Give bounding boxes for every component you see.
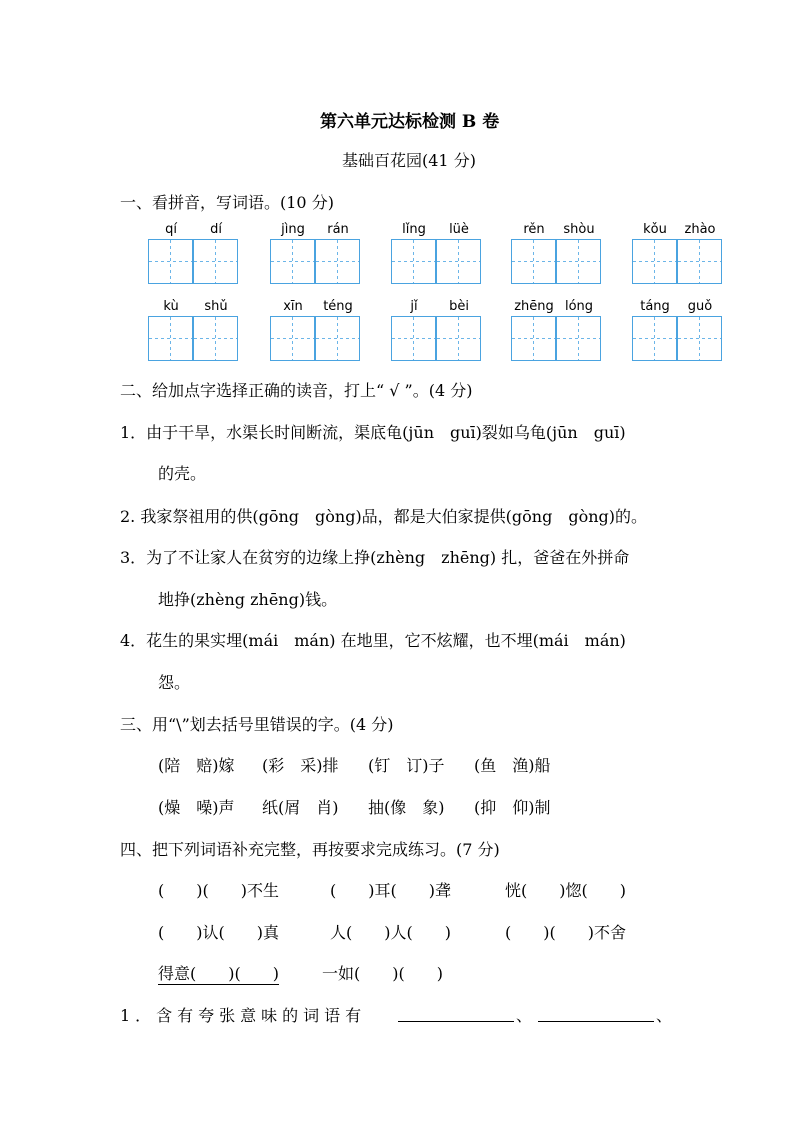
pinyin-label: shòu bbox=[563, 222, 595, 237]
pinyin-label: rán bbox=[327, 222, 349, 237]
pinyin-word-box bbox=[391, 299, 483, 363]
writing-cell[interactable] bbox=[148, 239, 193, 284]
writing-cell[interactable] bbox=[391, 316, 436, 361]
question-4-1-label: 1．含有夸张意味的词语有 bbox=[120, 1006, 367, 1025]
pinyin-word-box bbox=[148, 299, 240, 363]
idiom-text: ) bbox=[272, 964, 279, 983]
page-title: 第六单元达标检测 B 卷 bbox=[320, 112, 500, 132]
idiom-blank: 恍( )惚( ) bbox=[505, 881, 626, 900]
question-2-3-cont: 地挣(zhèng zhēng)钱。 bbox=[158, 590, 338, 609]
writing-cell[interactable] bbox=[556, 239, 601, 284]
pinyin-label: qí bbox=[165, 222, 177, 237]
idiom-blank: 人( )人( ) bbox=[330, 923, 451, 942]
pinyin-label: lǐng bbox=[402, 222, 426, 237]
pinyin-label: dí bbox=[210, 222, 222, 237]
pinyin-label: xīn bbox=[283, 299, 303, 314]
writing-cell[interactable] bbox=[556, 316, 601, 361]
idiom-text: )( bbox=[228, 964, 241, 983]
section2-heading: 二、给加点字选择正确的读音，打上“ √ ”。(4 分) bbox=[120, 381, 473, 400]
question-2-3: 3．为了不让家人在贫穷的边缘上挣(zhèng zhēng) 扎，爸爸在外拼命 bbox=[120, 548, 630, 567]
pinyin-word-box bbox=[270, 299, 362, 363]
writing-cell[interactable] bbox=[632, 316, 677, 361]
section-subtitle: 基础百花园(41 分) bbox=[342, 151, 476, 170]
writing-cell[interactable] bbox=[193, 316, 238, 361]
section3-item: (陪 赔)嫁 bbox=[158, 756, 235, 775]
pinyin-label: zhēng bbox=[514, 299, 554, 314]
section4-heading: 四、把下列词语补充完整，再按要求完成练习。(7 分) bbox=[120, 840, 500, 859]
writing-cell[interactable] bbox=[632, 239, 677, 284]
section1-heading: 一、看拼音，写词语。(10 分) bbox=[120, 193, 334, 212]
answer-blank[interactable] bbox=[398, 1021, 514, 1022]
pinyin-word-box bbox=[632, 299, 724, 363]
question-2-1-cont: 的壳。 bbox=[158, 464, 207, 483]
separator: 、 bbox=[656, 1006, 673, 1025]
idiom-text: 得意( bbox=[158, 964, 197, 983]
writing-cell[interactable] bbox=[436, 239, 481, 284]
writing-cell[interactable] bbox=[315, 239, 360, 284]
idiom-blank: 一如( )( ) bbox=[322, 964, 443, 983]
separator: 、 bbox=[516, 1006, 533, 1025]
idiom-blank-underlined bbox=[158, 961, 279, 985]
section3-item: (钉 订)子 bbox=[368, 756, 445, 775]
writing-cell[interactable] bbox=[677, 316, 722, 361]
pinyin-label: shǔ bbox=[204, 299, 228, 314]
pinyin-label: kǒu bbox=[643, 222, 667, 237]
pinyin-word-box bbox=[632, 222, 724, 286]
question-4-1 bbox=[120, 1003, 366, 1026]
answer-blank[interactable] bbox=[538, 1021, 654, 1022]
pinyin-label: guǒ bbox=[687, 299, 713, 314]
pinyin-label: lüè bbox=[449, 222, 469, 237]
section3-item: (燥 噪)声 bbox=[158, 798, 235, 817]
section3-item: (抑 仰)制 bbox=[474, 798, 551, 817]
pinyin-label: lóng bbox=[564, 299, 594, 314]
pinyin-label: kù bbox=[163, 299, 179, 314]
pinyin-word-box bbox=[148, 222, 240, 286]
writing-cell[interactable] bbox=[193, 239, 238, 284]
pinyin-word-box bbox=[270, 222, 362, 286]
writing-cell[interactable] bbox=[677, 239, 722, 284]
idiom-blank: ( )耳( )聋 bbox=[330, 881, 451, 900]
pinyin-label: táng bbox=[640, 299, 670, 314]
writing-cell[interactable] bbox=[315, 316, 360, 361]
question-2-4: 4．花生的果实埋(mái mán) 在地里，它不炫耀，也不埋(mái mán) bbox=[120, 631, 626, 650]
writing-cell[interactable] bbox=[511, 316, 556, 361]
section3-item: 纸(屑 肖) bbox=[262, 798, 339, 817]
section3-item: (鱼 渔)船 bbox=[474, 756, 551, 775]
pinyin-word-box bbox=[391, 222, 483, 286]
pinyin-word-box bbox=[511, 222, 603, 286]
section3-item: 抽(像 象) bbox=[368, 798, 445, 817]
pinyin-label: zhào bbox=[684, 222, 716, 237]
pinyin-label: jǐ bbox=[410, 299, 418, 314]
pinyin-word-box bbox=[511, 299, 603, 363]
section3-item: (彩 采)排 bbox=[262, 756, 339, 775]
writing-cell[interactable] bbox=[391, 239, 436, 284]
section3-heading: 三、用“\”划去括号里错误的字。(4 分) bbox=[120, 715, 394, 734]
pinyin-label: bèi bbox=[449, 299, 469, 314]
pinyin-label: rěn bbox=[523, 222, 545, 237]
writing-cell[interactable] bbox=[148, 316, 193, 361]
writing-cell[interactable] bbox=[270, 239, 315, 284]
writing-cell[interactable] bbox=[511, 239, 556, 284]
idiom-blank: ( )( )不生 bbox=[158, 881, 279, 900]
writing-cell[interactable] bbox=[436, 316, 481, 361]
pinyin-label: jìng bbox=[281, 222, 305, 237]
idiom-blank: ( )( )不舍 bbox=[505, 923, 626, 942]
question-2-1: 1．由于干旱，水渠长时间断流，渠底龟(jūn guī)裂如乌龟(jūn guī) bbox=[120, 423, 626, 442]
idiom-blank: ( )认( )真 bbox=[158, 923, 279, 942]
pinyin-label: téng bbox=[323, 299, 353, 314]
writing-cell[interactable] bbox=[270, 316, 315, 361]
question-2-2: 2. 我家祭祖用的供(gōng gòng)品，都是大伯家提供(gōng gòng)的。 bbox=[120, 507, 648, 526]
question-2-4-cont: 怨。 bbox=[158, 673, 191, 692]
